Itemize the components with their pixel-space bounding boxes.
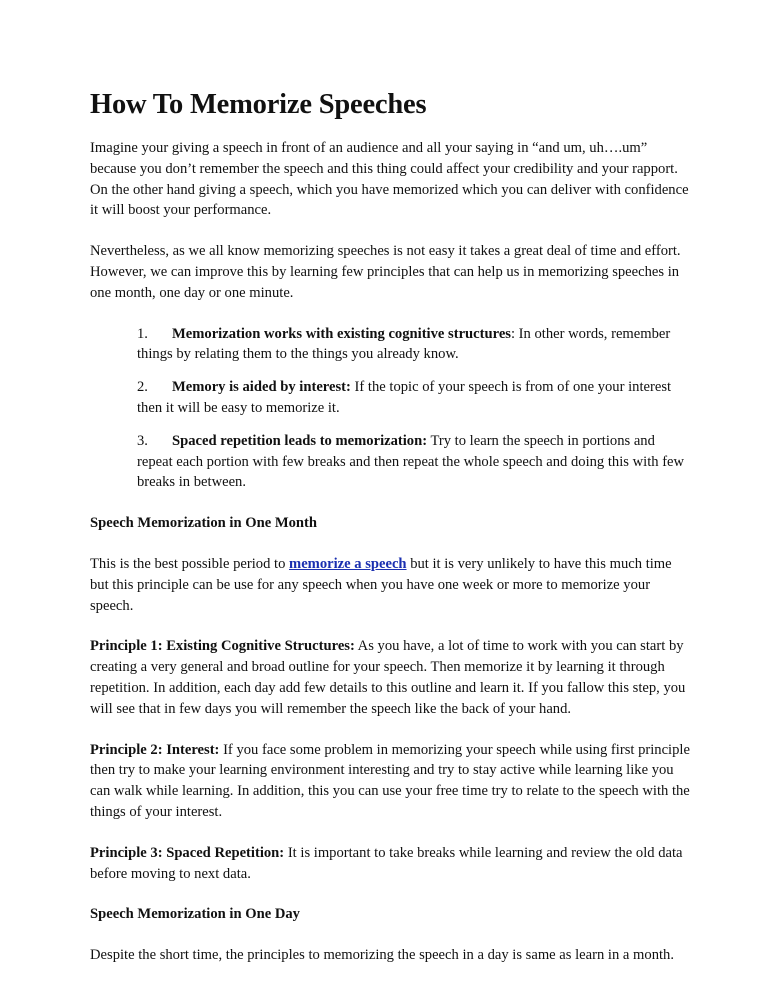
- principle-text: If you face some problem in memorizing your speech while using first principle then try to make your learning environment interesting and try to stay active while learning like you can walk while learning. In addition, this you can use your free time try to relate to the speech with the things of your interest.: [90, 741, 690, 820]
- list-number: 3.: [137, 432, 148, 449]
- principle-paragraph: [90, 843, 690, 885]
- list-item-text: : In other words, remember things by relating them to the things you already know.: [137, 325, 671, 363]
- memorize-speech-link[interactable]: memorize a speech: [289, 555, 407, 572]
- principle-paragraph: [90, 740, 690, 823]
- day-paragraph: Despite the short time, the principles to memorizing the speech in a day is same as learn in a month.: [90, 947, 674, 964]
- principle-text: As you have, a lot of time to work with you can start by creating a very general and broad outline for your speech. Then memorize it by learning it through repetition. In addition, each day add few details to this outline and learn it. If you fallow this step, you will see that in few days you will remember the speech like the back of your hand.: [90, 638, 686, 717]
- principle-text: It is important to take breaks while learning and review the old data before moving to next data.: [90, 844, 683, 882]
- section-heading-day: Speech Memorization in One Day: [90, 906, 300, 923]
- list-item: [137, 324, 690, 366]
- intro-paragraph: Nevertheless, as we all know memorizing speeches is not easy it takes a great deal of time and effort. However, we can improve this by learning few principles that can help us in memorizing speeches in one month, one day or one minute.: [90, 243, 681, 301]
- principle-title: Principle 3: Spaced Repetition:: [90, 844, 285, 861]
- list-item-title: Spaced repetition leads to memorization:: [172, 432, 428, 449]
- text: This is the best possible period to: [90, 555, 290, 572]
- intro-paragraph: Imagine your giving a speech in front of an audience and all your saying in “and um, uh….um” because you don’t remember the speech and this thing could affect your credibility and your rapport. On the other hand giving a speech, which you have memorized which you can deliver with confidence it will boost your performance.: [90, 140, 689, 219]
- list-item-text: Try to learn the speech in portions and repeat each portion with few breaks and then repeat the whole speech and doing this with few breaks in between.: [137, 432, 685, 491]
- page-title: How To Memorize Speeches: [90, 89, 427, 120]
- principle-title: Principle 1: Existing Cognitive Structures:: [90, 638, 355, 655]
- list-number: 1.: [137, 325, 148, 342]
- list-item: [137, 431, 690, 493]
- text: but it is very unlikely to have this much time but this principle can be use for any speech when you have one week or more to memorize your speech.: [90, 555, 672, 614]
- list-item-text: If the topic of your speech is from of one your interest then it will be easy to memorize it.: [137, 379, 672, 416]
- month-intro: [90, 554, 690, 616]
- list-item: [137, 377, 690, 419]
- section-heading-month: Speech Memorization in One Month: [90, 515, 317, 532]
- list-number: 2.: [137, 379, 148, 396]
- document-page: [90, 88, 690, 986]
- list-item-title: Memorization works with existing cognitive structures: [172, 325, 511, 342]
- principle-title: Principle 2: Interest:: [90, 741, 220, 758]
- list-item-title: Memory is aided by interest:: [172, 379, 351, 396]
- principle-paragraph: [90, 636, 690, 719]
